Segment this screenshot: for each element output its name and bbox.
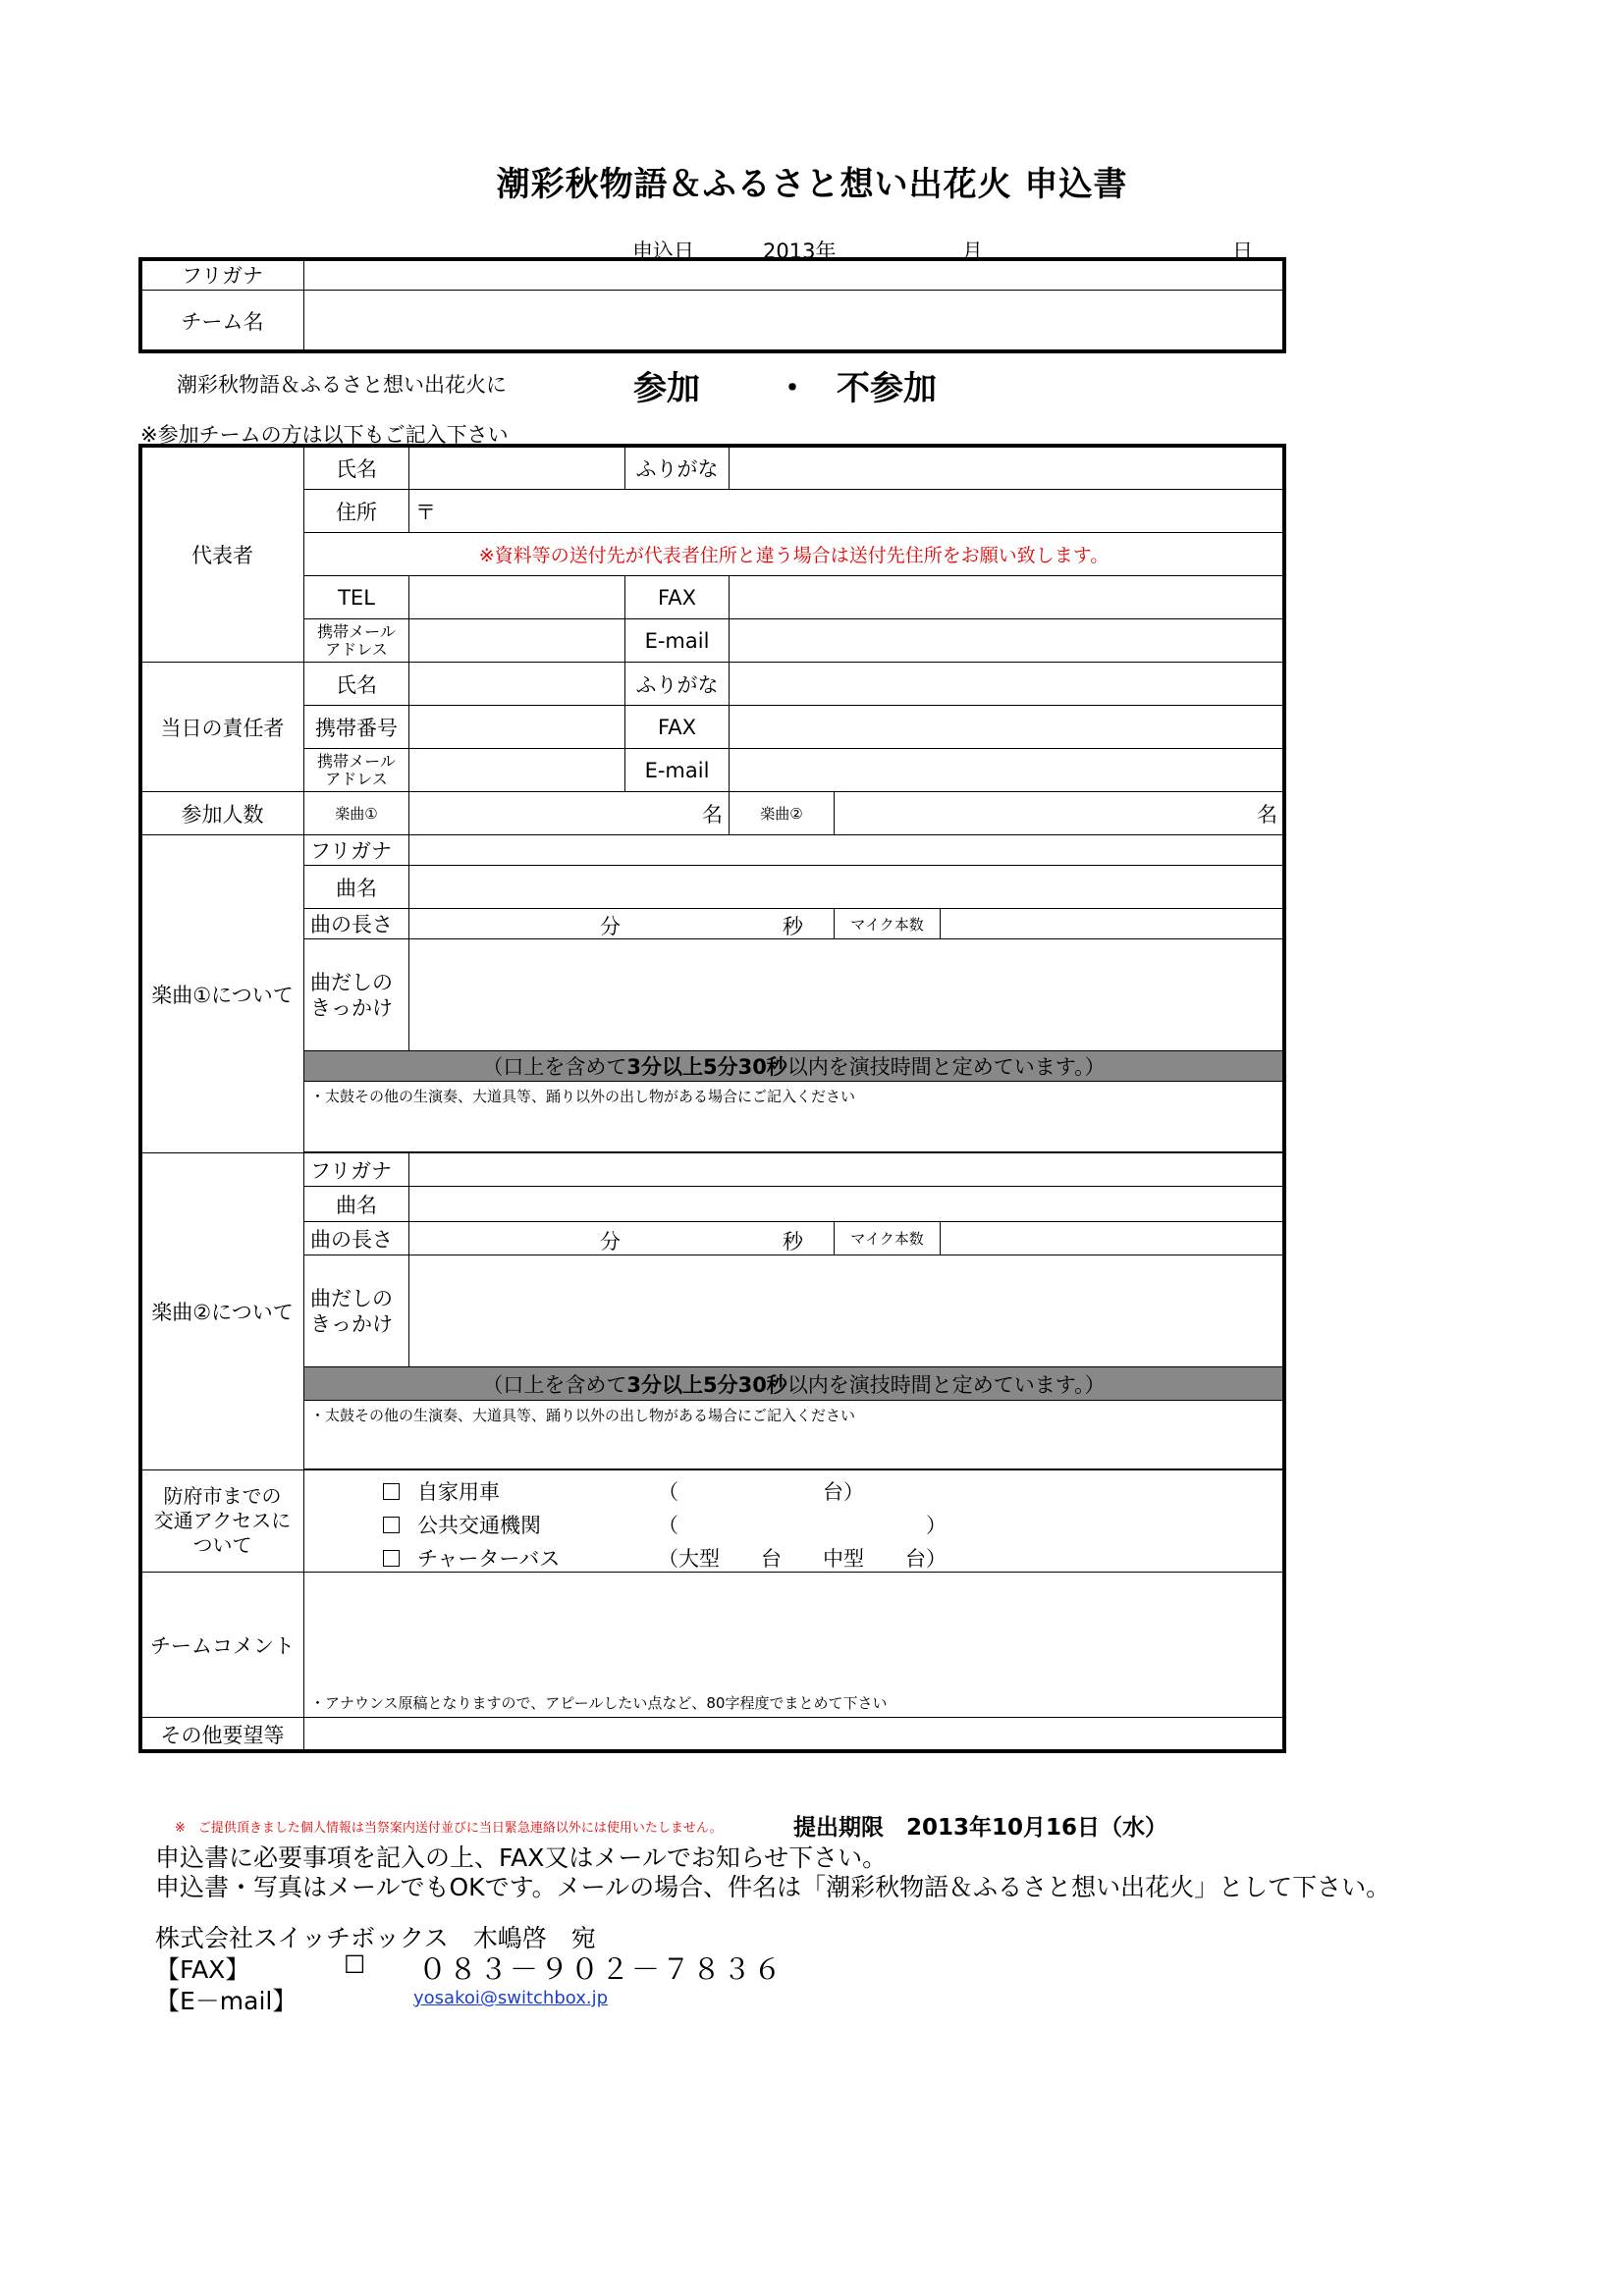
song2-extra-note: ・太鼓その他の生演奏、大道具等、踊り以外の出し物がある場合にご記入ください [310, 1407, 856, 1424]
song2-time-rule [304, 1367, 1284, 1401]
footer-fax-icon: ☐ [344, 1950, 366, 1979]
mgr-email-field[interactable] [730, 749, 1284, 792]
team-name-label: チーム名 [141, 291, 304, 351]
song2-time-rule-post: 以内を演技時間と定めています。） [786, 1372, 1106, 1397]
rep-name-field[interactable] [409, 447, 625, 490]
mgr-name-field[interactable] [409, 663, 625, 706]
access-option-bus-label: チャーターバス [417, 1547, 561, 1571]
checkbox-icon[interactable] [383, 1483, 400, 1500]
song1-mic-field[interactable] [941, 909, 1284, 939]
checkbox-icon[interactable] [383, 1517, 400, 1533]
song2-title-field[interactable] [409, 1187, 1284, 1222]
team-furigana-label: フリガナ [141, 260, 304, 291]
comment-label: チームコメント [141, 1573, 304, 1718]
mgr-mobile-field[interactable] [409, 706, 625, 749]
song2-section-label: 楽曲②について [141, 1153, 304, 1470]
footer-company: 株式会社スイッチボックス 木嶋啓 宛 [155, 1924, 596, 1952]
footer-line1: 申込書に必要事項を記入の上、FAX又はメールでお知らせ下さい。 [155, 1843, 888, 1872]
song1-section-label: 楽曲①について [141, 835, 304, 1153]
participants-song2-field[interactable] [835, 792, 1284, 835]
mgr-furigana-label: ふりがな [625, 663, 730, 706]
access-option-public-detail: （ ） [658, 1514, 947, 1537]
mgr-fax-label: FAX [625, 706, 730, 749]
mgr-name-label: 氏名 [304, 663, 409, 706]
checkbox-icon[interactable] [383, 1550, 400, 1567]
representative-section-label: 代表者 [141, 447, 304, 663]
mgr-email-label: E-mail [625, 749, 730, 792]
date-day: 日 [1232, 240, 1253, 263]
song1-title-field[interactable] [409, 866, 1284, 909]
song1-time-rule [304, 1051, 1284, 1082]
footer-fax-number: ０８３－９０２－７８３６ [418, 1952, 785, 1986]
footer-fax-label: 【FAX】 [155, 1955, 250, 1984]
song2-cue-line1: 曲だしの [310, 1286, 393, 1310]
rep-fax-field[interactable] [730, 576, 1284, 619]
song2-minutes-unit: 分 [600, 1230, 621, 1254]
song1-time-rule-pre: （口上を含めて [482, 1055, 627, 1079]
mgr-mobile-mail-field[interactable] [409, 749, 625, 792]
mgr-furigana-field[interactable] [730, 663, 1284, 706]
song1-length-field[interactable] [409, 909, 835, 939]
access-label-line2: 交通アクセスに [153, 1509, 292, 1532]
song2-furigana-label: フリガナ [304, 1153, 409, 1187]
participants-song2-label: 楽曲② [730, 792, 835, 835]
song2-length-label: 曲の長さ [304, 1222, 409, 1255]
instruction-note: ※参加チームの方は以下もご記入下さい [140, 423, 509, 447]
access-option-bus-count: （大型 台 中型 台） [658, 1547, 947, 1571]
comment-field[interactable] [304, 1573, 1284, 1718]
date-label: 申込日 [632, 240, 694, 263]
song1-furigana-field[interactable] [409, 835, 1284, 866]
song2-cue-line2: きっかけ [310, 1311, 393, 1336]
page-title: 潮彩秋物語＆ふるさと想い出花火 申込書 [496, 165, 1128, 204]
team-table [140, 259, 1284, 351]
song2-mic-label: マイク本数 [835, 1222, 941, 1255]
song1-length-label: 曲の長さ [304, 909, 409, 939]
access-label-line3: ついて [192, 1533, 252, 1557]
song1-time-rule-post: 以内を演技時間と定めています。） [786, 1055, 1106, 1079]
song1-title-label: 曲名 [304, 866, 409, 909]
access-option-public-label: 公共交通機関 [417, 1514, 541, 1537]
song2-length-field[interactable] [409, 1222, 835, 1255]
song1-cue-line1: 曲だしの [310, 970, 393, 994]
mgr-mobile-label: 携帯番号 [304, 706, 409, 749]
rep-tel-field[interactable] [409, 576, 625, 619]
postal-mark: 〒 [415, 500, 436, 524]
access-section-label [141, 1470, 304, 1573]
song2-mic-field[interactable] [941, 1222, 1284, 1255]
participation-prompt: 潮彩秋物語＆ふるさと想い出花火に [177, 373, 507, 397]
rep-mobile-mail-field[interactable] [409, 619, 625, 663]
song1-cue-field[interactable] [409, 939, 1284, 1051]
team-furigana-field[interactable] [304, 260, 1284, 291]
access-option-car-label: 自家用車 [417, 1480, 500, 1504]
access-option-car-count: （ 台） [658, 1480, 864, 1504]
song2-extra-field[interactable] [304, 1401, 1284, 1469]
song1-mic-label: マイク本数 [835, 909, 941, 939]
participants-song2-unit: 名 [1257, 802, 1277, 827]
access-option-public[interactable] [383, 1510, 541, 1539]
deadline: 提出期限 2013年10月16日（水） [793, 1815, 1168, 1841]
date-year: 2013年 [763, 240, 837, 263]
participants-song1-field[interactable] [409, 792, 730, 835]
song1-minutes-unit: 分 [600, 915, 621, 938]
rep-email-label: E-mail [625, 619, 730, 663]
mgr-fax-field[interactable] [730, 706, 1284, 749]
song2-furigana-field[interactable] [409, 1153, 1284, 1187]
participation-separator: ・ [776, 369, 809, 408]
song1-furigana-label: フリガナ [304, 835, 409, 866]
song2-seconds-unit: 秒 [783, 1230, 803, 1254]
rep-furigana-label: ふりがな [625, 447, 730, 490]
participants-song1-unit: 名 [702, 802, 723, 827]
rep-address-label: 住所 [304, 490, 409, 533]
song2-title-label: 曲名 [304, 1187, 409, 1222]
privacy-note: ※ ご提供頂きました個人情報は当祭案内送付並びに当日緊急連絡以外には使用いたしません。 [175, 1821, 723, 1836]
team-name-field[interactable] [304, 291, 1284, 351]
rep-address-field[interactable] [409, 490, 1284, 533]
participation-yes[interactable]: 参加 [633, 369, 700, 408]
other-field[interactable] [304, 1718, 1284, 1751]
access-option-bus[interactable] [383, 1543, 560, 1573]
participants-label: 参加人数 [141, 792, 304, 835]
participants-song1-label: 楽曲① [304, 792, 409, 835]
access-label-line1: 防府市までの [163, 1484, 282, 1508]
song2-cue-field[interactable] [409, 1255, 1284, 1367]
rep-mobile-mail-label: 携帯メール アドレス [304, 619, 409, 663]
rep-email-field[interactable] [730, 619, 1284, 663]
song1-cue-line2: きっかけ [310, 995, 393, 1020]
mgr-mobile-mail-label: 携帯メール アドレス [304, 749, 409, 792]
footer-email-label: 【E－mail】 [155, 1987, 298, 2015]
song1-time-rule-bold: 3分以上5分30秒 [626, 1055, 787, 1079]
rep-furigana-field[interactable] [730, 447, 1284, 490]
footer-email-link[interactable]: yosakoi@switchbox.jp [413, 1988, 609, 2008]
comment-note: ・アナウンス原稿となりますので、アピールしたい点など、80字程度でまとめて下さい [310, 1694, 888, 1712]
song2-cue-label [304, 1255, 409, 1367]
main-form-table [140, 446, 1284, 1751]
rep-fax-label: FAX [625, 576, 730, 619]
day-manager-section-label: 当日の責任者 [141, 663, 304, 792]
song1-extra-field[interactable] [304, 1082, 1284, 1152]
access-option-car[interactable] [383, 1476, 500, 1506]
rep-name-label: 氏名 [304, 447, 409, 490]
song2-time-rule-pre: （口上を含めて [482, 1372, 627, 1397]
song1-cue-label [304, 939, 409, 1051]
rep-tel-label: TEL [304, 576, 409, 619]
other-label: その他要望等 [141, 1718, 304, 1751]
rep-address-notice: ※資料等の送付先が代表者住所と違う場合は送付先住所をお願い致します。 [304, 533, 1284, 576]
song1-seconds-unit: 秒 [783, 915, 803, 938]
song2-time-rule-bold: 3分以上5分30秒 [626, 1372, 787, 1397]
date-month: 月 [962, 240, 983, 263]
song1-extra-note: ・太鼓その他の生演奏、大道具等、踊り以外の出し物がある場合にご記入ください [310, 1088, 856, 1105]
participation-no[interactable]: 不参加 [837, 369, 937, 408]
access-options [304, 1470, 1284, 1573]
footer-line2: 申込書・写真はメールでもOKです。メールの場合、件名は「潮彩秋物語＆ふるさと想い出花火」として下さい。 [155, 1873, 1391, 1901]
